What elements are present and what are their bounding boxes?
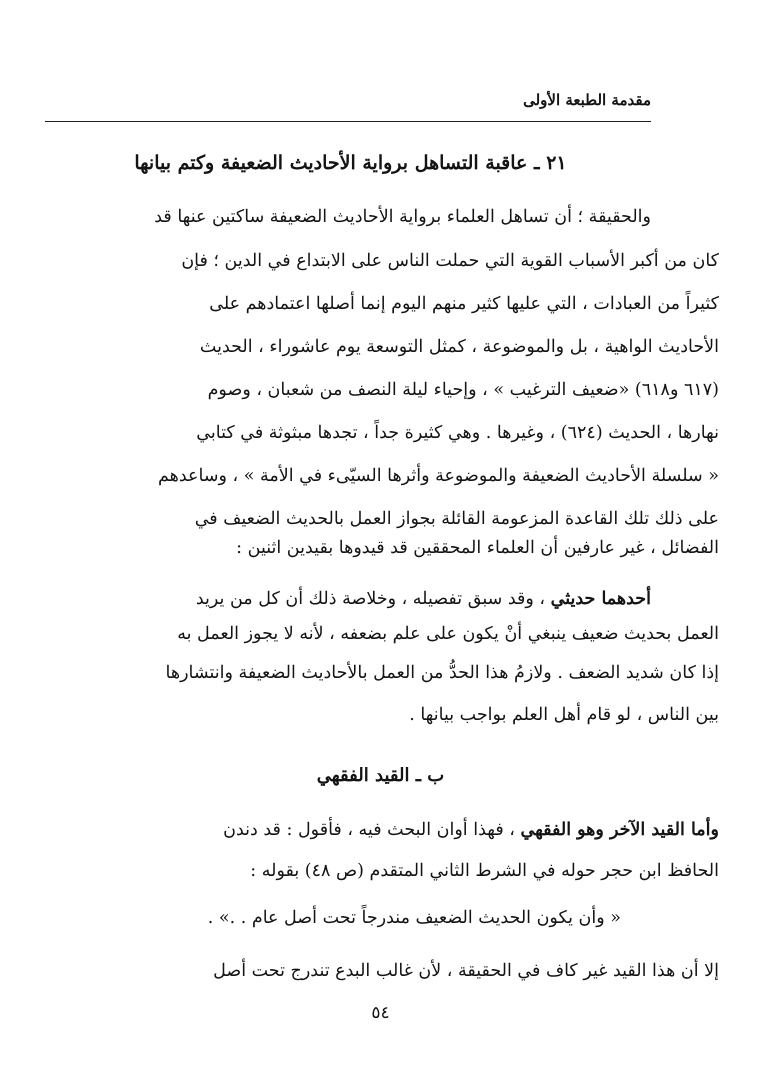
quotation: « وأن يكون الحديث الضعيف مندرجاً تحت أصل عام . .» .: [207, 908, 621, 928]
page-number: ٥٤: [371, 1003, 390, 1023]
text-line: إذا كان شديد الضعف . ولازمُ هذا الحدُّ من العمل بالأحاديث الضعيفة وانتشارها: [165, 663, 719, 683]
text-line: الفضائل ، غير عارفين أن العلماء المحققين قد قيدوها بقيدين اثنين :: [236, 538, 719, 558]
text-line: [42, 815, 719, 845]
text-line: على ذلك تلك القاعدة المزعومة القائلة بجواز العمل بالحديث الضعيف في: [194, 509, 719, 529]
text-line: « سلسلة الأحاديث الضعيفة والموضوعة وأثرها السيّىء في الأمة » ، وساعدهم: [158, 466, 719, 486]
text-line: والحقيقة ؛ أن تساهل العلماء برواية الأحاديث الضعيفة ساكتين عنها قد: [154, 207, 651, 227]
text-line: [42, 584, 651, 614]
text-line: (٦١٧ و٦١٨) «ضعيف الترغيب » ، وإحياء ليلة النصف من شعبان ، وصوم: [207, 380, 719, 400]
text-line: الحافظ ابن حجر حوله في الشرط الثاني المتقدم (ص ٤٨) بقوله :: [250, 861, 719, 881]
subheading: ب ـ القيد الفقهي: [316, 765, 445, 786]
text-line: الأحاديث الواهية ، بل والموضوعة ، كمثل التوسعة يوم عاشوراء ، الحديث: [199, 337, 719, 357]
text-line: العمل بحديث ضعيف ينبغي أنْ يكون على علم بضعفه ، لأنه لا يجوز العمل به: [177, 624, 719, 644]
text-line: إلا أن هذا القيد غير كاف في الحقيقة ، لأن غالب البدع تندرج تحت أصل: [213, 961, 719, 981]
bold-lead-term: أحدهما حديثي: [550, 589, 651, 609]
header-rule: [45, 121, 651, 122]
section-heading: ٢١ ـ عاقبة التساهل برواية الأحاديث الضعيفة وكتم بيانها: [134, 152, 567, 174]
text-line: كان من أكبر الأسباب القوية التي حملت الناس على الابتداع في الدين ؛ فإن: [181, 251, 719, 271]
text-line: كثيراً من العبادات ، التي عليها كثير منهم اليوم إنما أصلها اعتمادهم على: [209, 294, 719, 314]
text-line: بين الناس ، لو قام أهل العلم بواجب بيانها .: [409, 705, 719, 725]
bold-lead-term: وأما القيد الآخر وهو الفقهي: [520, 820, 719, 840]
line-rest: ، فهذا أوان البحث فيه ، فأقول : قد دندن: [223, 820, 521, 840]
text-line: نهارها ، الحديث (٦٢٤) ، وغيرها . وهي كثيرة جداً ، تجدها مبثوثة في كتابي: [196, 423, 719, 443]
line-rest: ، وقد سبق تفصيله ، وخلاصة ذلك أن كل من يريد: [195, 589, 551, 609]
running-head: مقدمة الطبعة الأولى: [523, 91, 651, 109]
